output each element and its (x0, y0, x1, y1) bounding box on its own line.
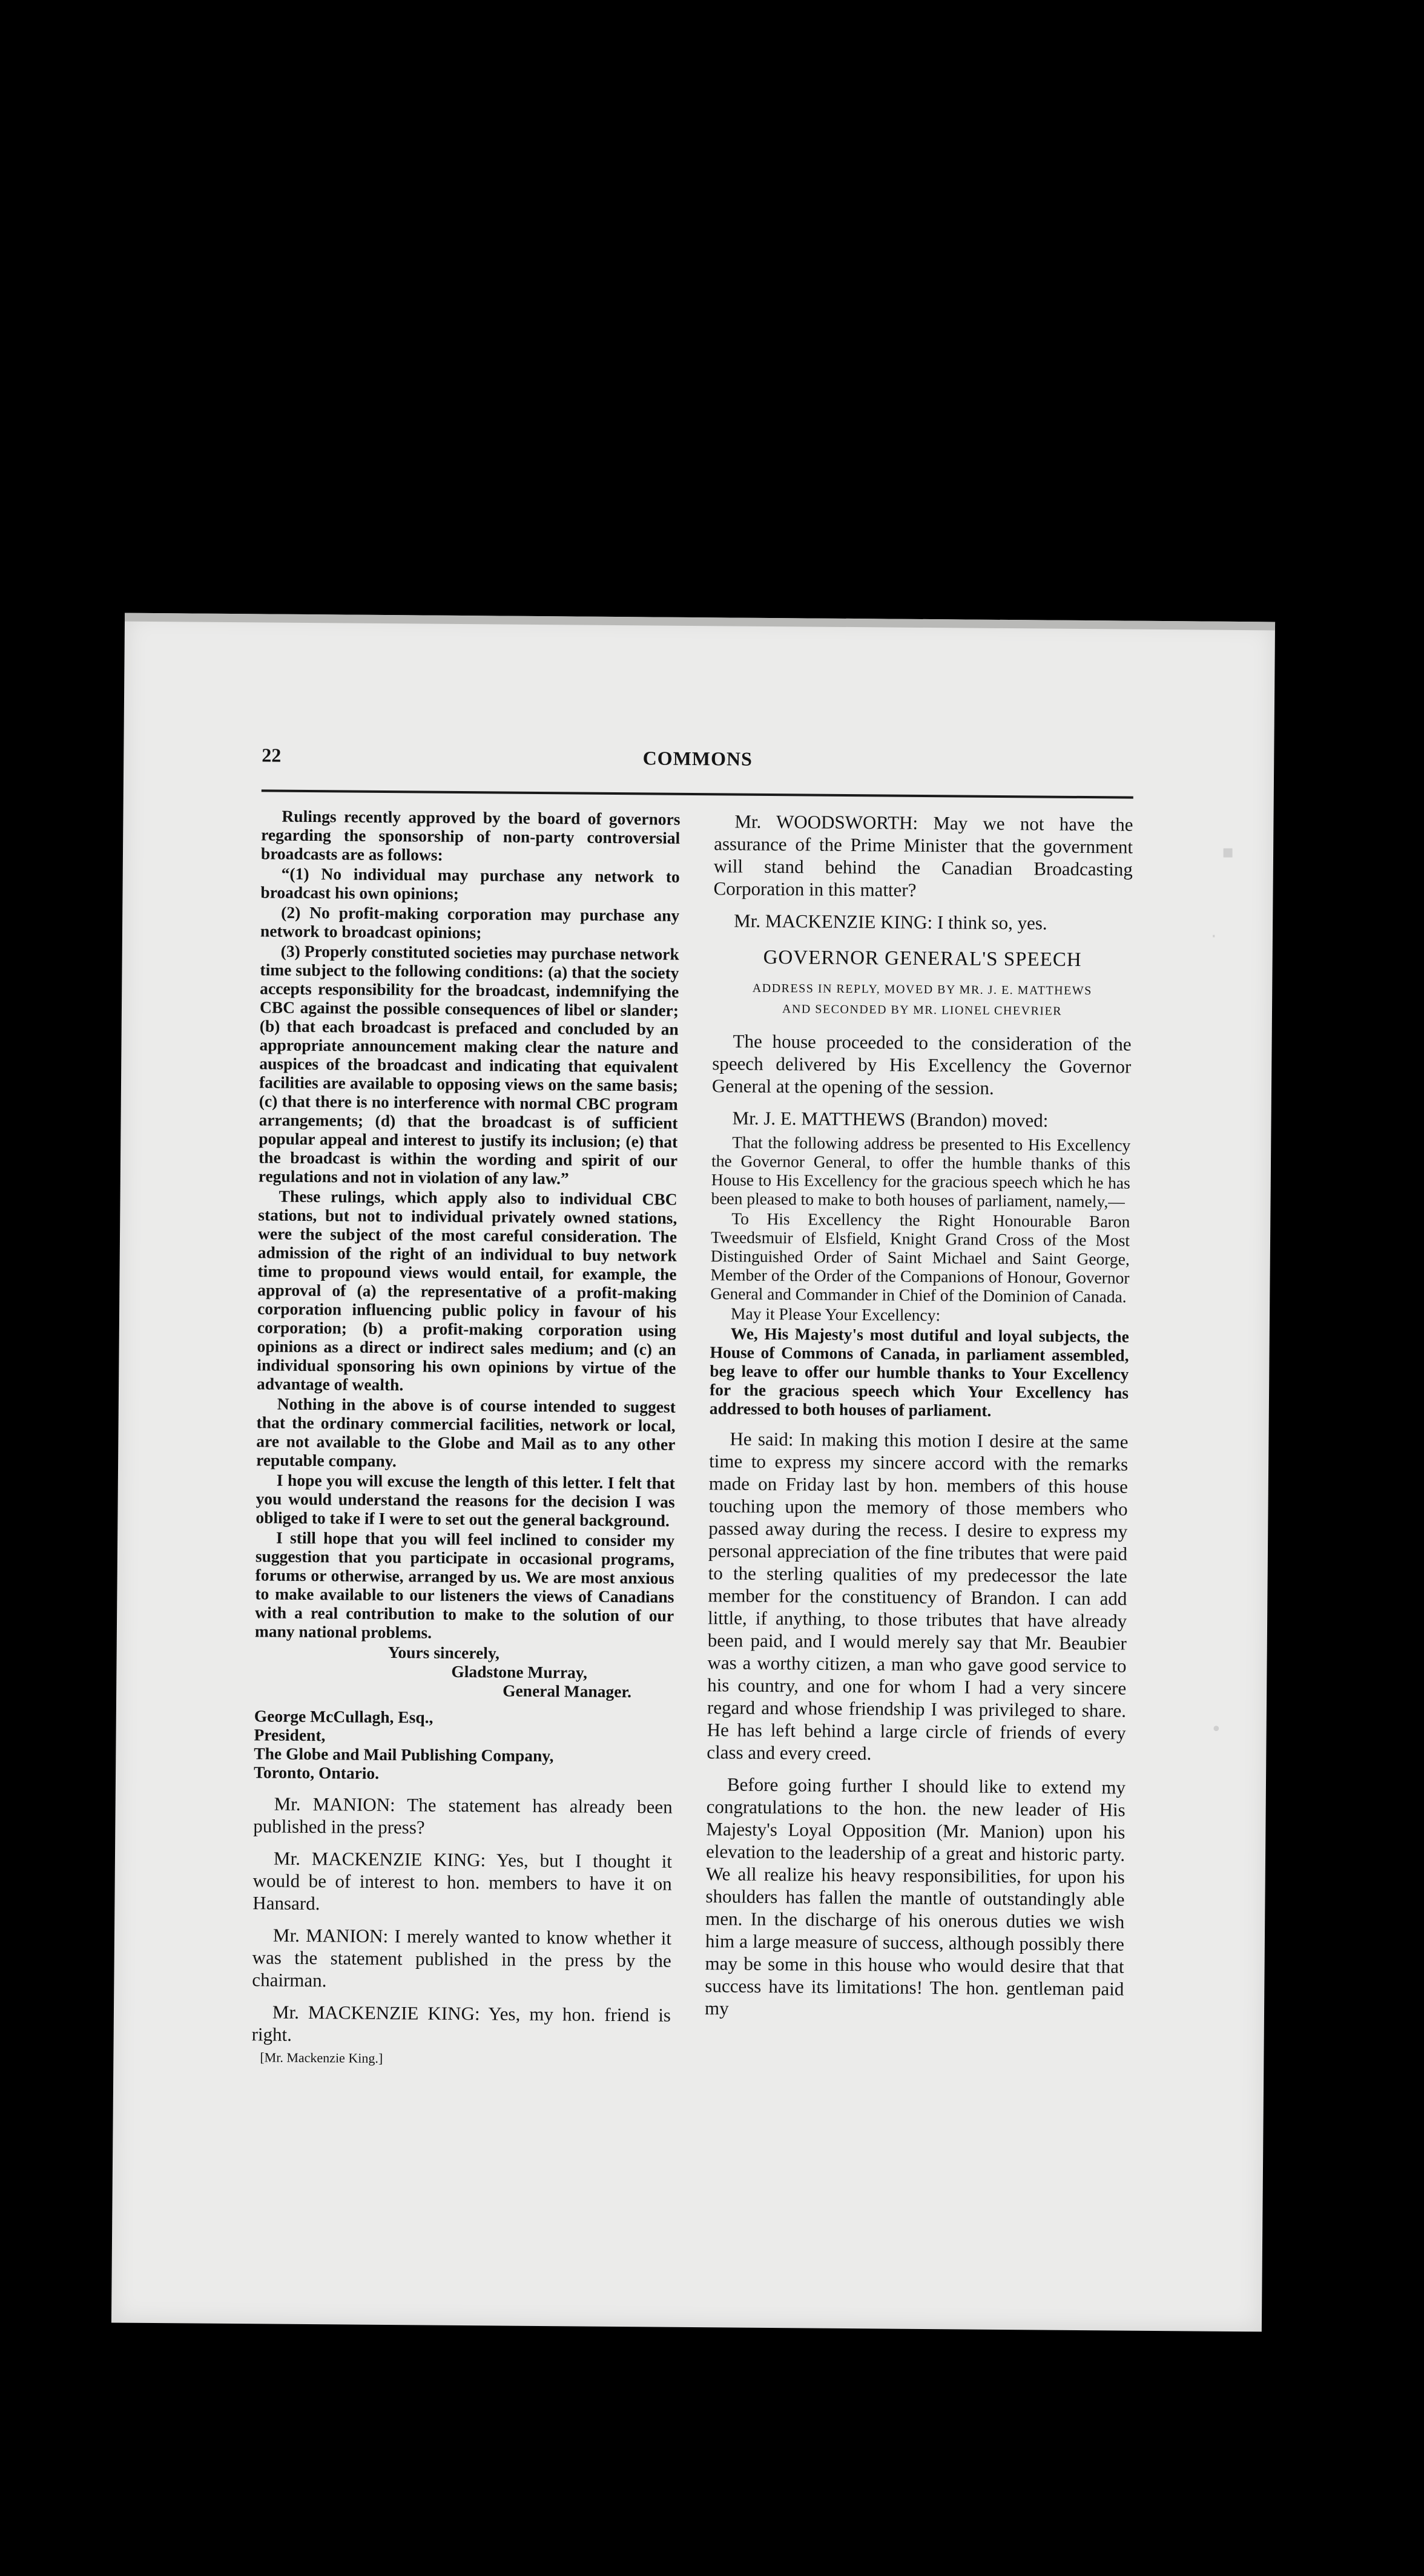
letter-paragraph: I still hope that you will feel inclined to consider my suggestion that you participate in occasional programs, forums or otherwise, arranged by us. We are most anxious to make available to our listeners the views of Canadians with a real contribution to make to the solution of our many national problems. (254, 1528, 675, 1642)
scan-artifact: • (1211, 1719, 1222, 1740)
page-header (262, 744, 1133, 778)
page-footnote: [Mr. Mackenzie King.] (260, 2049, 383, 2066)
letter-paragraph: “(1) No individual may purchase any network to broadcast his own opinions; (260, 864, 680, 903)
letter-paragraph: These rulings, which apply also to individual CBC stations, but not to individual privately owned stations, were the subject of the most careful consideration. The admission of the right of an individual to buy network time to propound views would entail, for example, the approval of (a) the representative of a profit-making corporation influencing public policy in favour of his corporation; (b) a profit-making corporation using opinions as a direct or indirect sales medium; and (c) an individual sponsoring his own opinions by virtue of the advantage of wealth. (257, 1186, 677, 1395)
running-head: COMMONS (642, 747, 753, 770)
document-page (111, 613, 1275, 2332)
address-paragraph: To His Excellency the Right Honourable Baron Tweedsmuir of Elsfield, Knight Grand Cross of the Most Distinguished Order of Saint Michael and Saint George, Member of the Order of the Companions of Honour, Governor General and Commander in Chief of the Dominion of Canada. (710, 1209, 1130, 1306)
body-paragraph: He said: In making this motion I desire at the same time to express my sincere accord with the remarks made on Friday last by hon. members of this house touching upon the memory of those members who passed away during the recess. I desire to express my personal appreciation of the fine tributes that were paid to the sterling qualities of my predecessor the late member for the constituency of Brandon. I can add little, if anything, to those tributes that have already been paid, and I would merely say that Mr. Beaubier was a worthy citizen, a man who gave good service to his country, and one for whom I had a very sincere regard and whose friendship I was privileged to share. He has left behind a large circle of friends of every class and every creed. (707, 1428, 1129, 1764)
addressee-line: President, (254, 1725, 326, 1745)
speech-paragraph: Mr. MANION: The statement has already been published in the press? (253, 1793, 673, 1838)
motion-intro: Mr. J. E. MATTHEWS (Brandon) moved: (732, 1107, 1049, 1131)
speech-paragraph: Mr. MACKENZIE KING: Yes, but I thought it would be of interest to hon. members to have it on Hansard. (252, 1847, 673, 1914)
right-column (705, 810, 1133, 2032)
scan-artifact: · (1211, 926, 1217, 947)
letter-signer-name: Gladstone Murray, (451, 1661, 588, 1682)
letter-signer-title: General Manager. (503, 1681, 632, 1701)
speech-paragraph: Mr. MACKENZIE KING: I think so, yes. (734, 910, 1047, 934)
page-top-edge (125, 613, 1275, 631)
section-subtitle (713, 978, 1132, 1022)
page-number: 22 (262, 744, 282, 766)
address-paragraph: That the following address be presented to His Excellency the Governor General, to offer the humble thanks of this House to His Excellency for the gracious speech which he has been pleased to make to both houses of parliament, namely,— (711, 1132, 1131, 1211)
letter-paragraph: I hope you will excuse the length of this letter. I felt that you would understand the reasons for the decision I was obliged to take if I were to set out the general background. (255, 1470, 675, 1530)
letter-paragraph: (3) Properly constituted societies may purchase network time subject to the following conditions: (a) that the society accepts responsibility for the broadcast, indemnifying the CBC against the possible consequences of libel or slander; (b) that each broadcast is prefaced and concluded by an appropriate announcement making clear the nature and auspices of the broadcast and indicating that equivalent facilities are available to opposing views on the same basis; (c) that there is no interference with normal CBC program arrangements; (d) that the broadcast is of sufficient popular appeal and interest to justify its inclusion; (e) that the broadcast is within the wording and spirit of our regulations and not in violation of any law.” (258, 941, 679, 1188)
subtitle-line: ADDRESS IN REPLY, MOVED BY MR. J. E. MATTHEWS (752, 981, 1092, 998)
addressee-line: George McCullagh, Esq., (254, 1706, 433, 1727)
section-title: GOVERNOR GENERAL'S SPEECH (763, 946, 1082, 971)
speech-paragraph: Mr. WOODSWORTH: May we not have the assurance of the Prime Minister that the government will stand behind the Canadian Broadcasting Corporation in this matter? (713, 810, 1133, 901)
subtitle-line: AND SECONDED BY MR. LIONEL CHEVRIER (782, 1002, 1063, 1018)
letter-paragraph: (2) No profit-making corporation may purchase any network to broadcast opinions; (260, 902, 680, 942)
addressee-line: The Globe and Mail Publishing Company, (254, 1744, 554, 1766)
left-column (251, 806, 680, 2069)
speech-paragraph: Mr. MACKENZIE KING: Yes, my hon. friend is right. (251, 2001, 671, 2045)
letter-sign-off: Yours sincerely, (387, 1643, 500, 1663)
addressee-line: Toronto, Ontario. (253, 1763, 380, 1782)
address-salutation: May it Please Your Excellency: (730, 1304, 941, 1325)
body-paragraph: The house proceeded to the consideration of the speech delivered by His Excellency the Governor General at the opening of the session. (711, 1030, 1132, 1099)
scan-artifact: ▪ (1222, 841, 1234, 862)
speech-paragraph: Mr. MANION: I merely wanted to know whether it was the statement published in the press by the chairman. (252, 1924, 672, 1991)
letter-paragraph: Rulings recently approved by the board of governors regarding the sponsorship of non-party controversial broadcasts are as follows: (260, 806, 681, 864)
body-paragraph: Before going further I should like to extend my congratulations to the hon. the new leader of His Majesty's Loyal Opposition (Mr. Manion) upon his elevation to the leadership of a great and historic party. We all realize his heavy responsibilities, for upon his shoulders has fallen the mantle of outstandingly able men. In the discharge of his onerous duties we wish him a large measure of success, although possibly there may be some in this house who would desire that that success have its limitations! The hon. gentleman paid my (704, 1773, 1126, 2019)
address-paragraph: We, His Majesty's most dutiful and loyal subjects, the House of Commons of Canada, in parliament assembled, beg leave to offer our humble thanks to Your Excellency for the gracious speech which Your Excellency has addressed to both houses of parliament. (709, 1324, 1129, 1420)
letter-paragraph: Nothing in the above is of course intended to suggest that the ordinary commercial facilities, network or local, are not available to the Globe and Mail as to any other reputable company. (256, 1394, 676, 1471)
header-rule (262, 789, 1133, 798)
